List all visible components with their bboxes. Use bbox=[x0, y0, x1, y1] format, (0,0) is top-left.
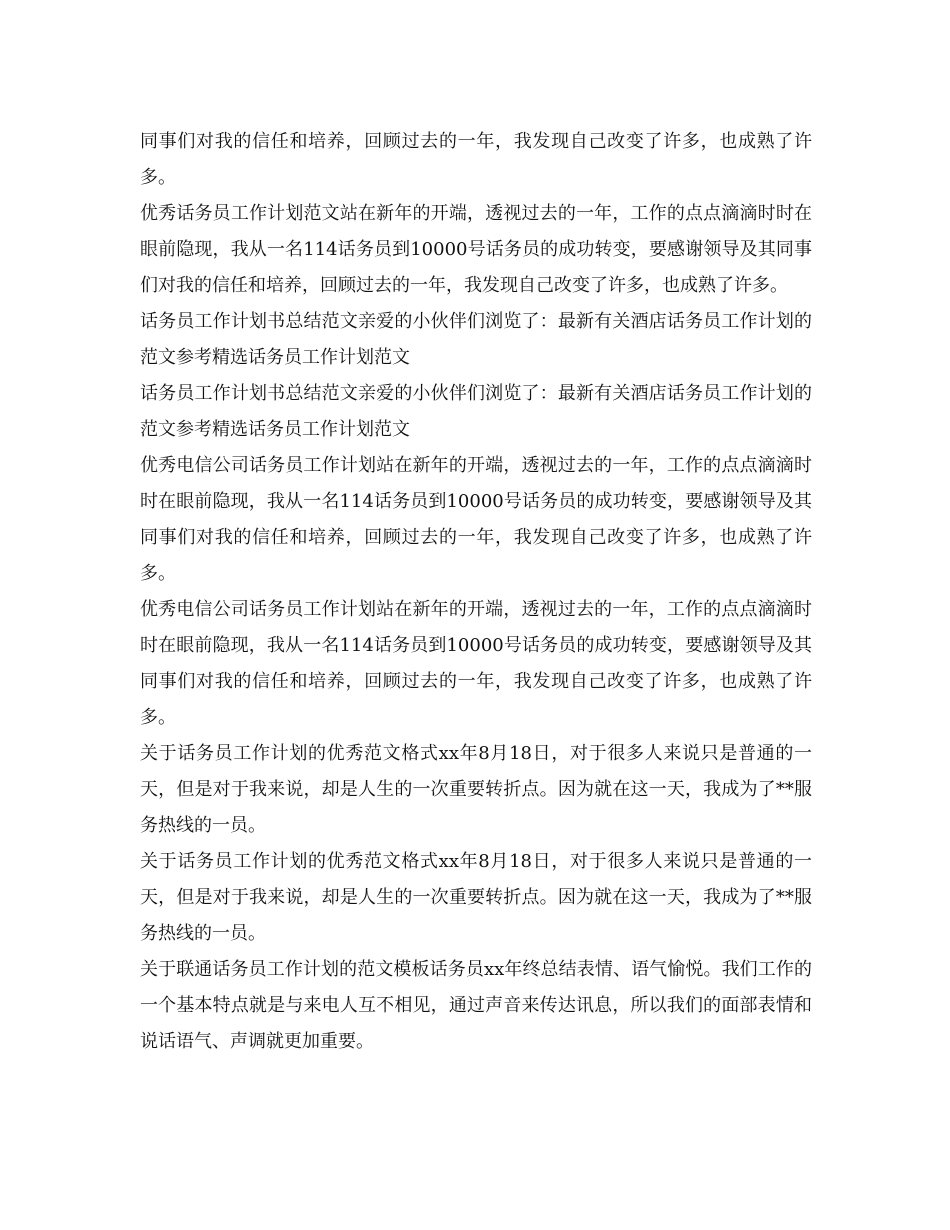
paragraph: 关于联通话务员工作计划的范文模板话务员xx年终总结表情、语气愉悦。我们工作的一个基本特点就是与来电人互不相见，通过声音来传达讯息，所以我们的面部表情和说话语气、声调就更加重要。 bbox=[140, 959, 812, 1052]
paragraph: 优秀电信公司话务员工作计划站在新年的开端，透视过去的一年，工作的点点滴滴时时在眼前隐现，我从一名114话务员到10000号话务员的成功转变，要感谢领导及其同事们对我的信任和培养，回顾过去的一年，我发现自己改变了许多，也成熟了许多。 bbox=[140, 455, 812, 584]
paragraph: 关于话务员工作计划的优秀范文格式xx年8月18日，对于很多人来说只是普通的一天，但是对于我来说，却是人生的一次重要转折点。因为就在这一天，我成为了**服务热线的一员。 bbox=[140, 743, 812, 836]
document-body bbox=[140, 124, 812, 1060]
paragraph: 同事们对我的信任和培养，回顾过去的一年，我发现自己改变了许多，也成熟了许多。 bbox=[140, 131, 812, 188]
paragraph: 优秀电信公司话务员工作计划站在新年的开端，透视过去的一年，工作的点点滴滴时时在眼前隐现，我从一名114话务员到10000号话务员的成功转变，要感谢领导及其同事们对我的信任和培养，回顾过去的一年，我发现自己改变了许多，也成熟了许多。 bbox=[140, 599, 812, 728]
paragraph: 话务员工作计划书总结范文亲爱的小伙伴们浏览了：最新有关酒店话务员工作计划的范文参考精选话务员工作计划范文 bbox=[140, 383, 812, 440]
paragraph: 关于话务员工作计划的优秀范文格式xx年8月18日，对于很多人来说只是普通的一天，但是对于我来说，却是人生的一次重要转折点。因为就在这一天，我成为了**服务热线的一员。 bbox=[140, 851, 812, 944]
paragraph: 话务员工作计划书总结范文亲爱的小伙伴们浏览了：最新有关酒店话务员工作计划的范文参考精选话务员工作计划范文 bbox=[140, 311, 812, 368]
paragraph: 优秀话务员工作计划范文站在新年的开端，透视过去的一年，工作的点点滴滴时时在眼前隐现，我从一名114话务员到10000号话务员的成功转变，要感谢领导及其同事们对我的信任和培养，回顾过去的一年，我发现自己改变了许多，也成熟了许多。 bbox=[140, 203, 812, 296]
